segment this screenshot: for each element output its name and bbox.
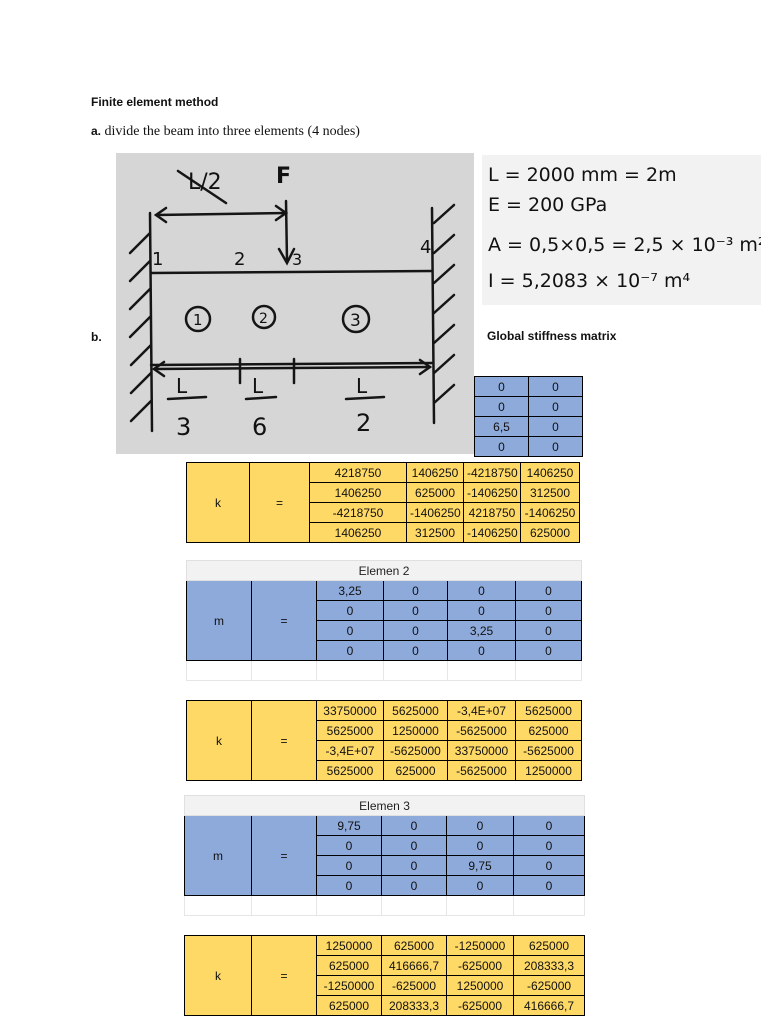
- matrix-cell: 0: [475, 437, 529, 457]
- matrix-cell: 1250000: [384, 721, 448, 741]
- matrix-cell: 625000: [382, 936, 447, 956]
- matrix-cell: 625000: [384, 761, 448, 781]
- table-row: [475, 417, 583, 437]
- element1-mass-matrix-partial: [474, 376, 583, 457]
- matrix-cell: 625000: [514, 936, 585, 956]
- matrix-cell: 9,75: [447, 856, 514, 876]
- element3-matrices: [184, 795, 585, 1016]
- sketch-element-1: 1: [193, 311, 203, 329]
- matrix-cell: 0: [514, 836, 585, 856]
- matrix-cell: 9,75: [317, 816, 382, 836]
- matrix-label-m: m: [185, 816, 252, 896]
- sketch-force-label: F: [276, 164, 292, 189]
- matrix-cell: 3,25: [448, 621, 516, 641]
- step-a-label: a.: [91, 124, 102, 138]
- matrix-cell: 1406250: [310, 483, 407, 503]
- element2-matrices: [186, 560, 582, 781]
- sketch-third-den: 3: [176, 413, 192, 441]
- parameter-notes: [482, 155, 761, 305]
- matrix-cell: 416666,7: [382, 956, 447, 976]
- matrix-cell: 625000: [521, 523, 580, 543]
- matrix-cell: -1406250: [464, 523, 521, 543]
- matrix-label-k: k: [187, 701, 252, 781]
- beam-sketch: [116, 153, 474, 454]
- sketch-half-num2: L: [356, 374, 368, 398]
- matrix-cell: -1406250: [407, 503, 464, 523]
- table-row: [475, 377, 583, 397]
- matrix-cell: 0: [317, 836, 382, 856]
- matrix-cell: 5625000: [384, 701, 448, 721]
- equals-sign: =: [252, 701, 317, 781]
- matrix-cell: 0: [317, 856, 382, 876]
- matrix-cell: 0: [384, 621, 448, 641]
- matrix-cell: 0: [529, 397, 583, 417]
- equals-sign: =: [250, 463, 310, 543]
- matrix-cell: 0: [514, 856, 585, 876]
- matrix-cell: 3,25: [317, 581, 384, 601]
- matrix-cell: -4218750: [310, 503, 407, 523]
- matrix-cell: 0: [447, 876, 514, 896]
- matrix-cell: 0: [317, 621, 384, 641]
- matrix-cell: 208333,3: [382, 996, 447, 1016]
- matrix-cell: 0: [382, 856, 447, 876]
- matrix-cell: -1406250: [521, 503, 580, 523]
- matrix-cell: -625000: [514, 976, 585, 996]
- matrix-label-k: k: [185, 936, 252, 1016]
- table-row: [475, 437, 583, 457]
- matrix-cell: 0: [384, 601, 448, 621]
- matrix-cell: 416666,7: [514, 996, 585, 1016]
- sketch-node-1: 1: [152, 249, 164, 270]
- matrix-cell: 0: [447, 816, 514, 836]
- matrix-cell: 0: [514, 816, 585, 836]
- element3-title: Elemen 3: [185, 796, 585, 816]
- matrix-cell: 33750000: [448, 741, 516, 761]
- matrix-cell: 0: [382, 836, 447, 856]
- matrix-cell: 1406250: [407, 463, 464, 483]
- global-stiffness-label: Global stiffness matrix: [487, 329, 617, 343]
- equals-sign: =: [252, 581, 317, 661]
- matrix-cell: -1406250: [464, 483, 521, 503]
- table-row: [187, 561, 582, 581]
- matrix-cell: 625000: [407, 483, 464, 503]
- document-heading: Finite element method: [91, 95, 219, 109]
- table-row: [185, 816, 585, 836]
- matrix-cell: -5625000: [448, 761, 516, 781]
- matrix-label-m: m: [187, 581, 252, 661]
- table-row: [187, 701, 582, 721]
- table-row: [475, 397, 583, 417]
- matrix-cell: 0: [382, 876, 447, 896]
- matrix-cell: -5625000: [448, 721, 516, 741]
- matrix-cell: 0: [317, 601, 384, 621]
- matrix-cell: -625000: [447, 996, 514, 1016]
- sketch-half-num: L/2: [188, 170, 222, 195]
- element2-title: Elemen 2: [187, 561, 582, 581]
- matrix-cell: 1406250: [310, 523, 407, 543]
- matrix-cell: 0: [516, 641, 582, 661]
- matrix-cell: 312500: [407, 523, 464, 543]
- sketch-sixth-num: L: [252, 374, 264, 398]
- sketch-third-num: L: [176, 374, 188, 398]
- matrix-cell: -4218750: [464, 463, 521, 483]
- step-b-label: b.: [91, 330, 102, 344]
- matrix-cell: 1406250: [521, 463, 580, 483]
- step-a: [91, 124, 360, 140]
- note-inertia: I = 5,2083 × 10⁻⁷ m⁴: [488, 270, 691, 292]
- matrix-cell: -1250000: [317, 976, 382, 996]
- matrix-cell: 625000: [317, 956, 382, 976]
- matrix-cell: 1250000: [317, 936, 382, 956]
- step-a-text: divide the beam into three elements (4 nodes): [104, 124, 360, 139]
- matrix-cell: 0: [529, 377, 583, 397]
- matrix-cell: 0: [529, 417, 583, 437]
- sketch-node-2: 2: [234, 249, 246, 270]
- matrix-cell: -625000: [382, 976, 447, 996]
- matrix-cell: 625000: [317, 996, 382, 1016]
- matrix-cell: 0: [475, 397, 529, 417]
- matrix-cell: -5625000: [516, 741, 582, 761]
- matrix-cell: 0: [516, 601, 582, 621]
- matrix-cell: 1250000: [447, 976, 514, 996]
- matrix-cell: 0: [448, 641, 516, 661]
- matrix-cell: -5625000: [384, 741, 448, 761]
- sketch-sixth-den: 6: [252, 413, 268, 441]
- sketch-element-2: 2: [259, 311, 268, 327]
- note-modulus: E = 200 GPa: [488, 194, 608, 216]
- matrix-cell: -625000: [447, 956, 514, 976]
- matrix-cell: 4218750: [310, 463, 407, 483]
- table-row: [185, 936, 585, 956]
- matrix-cell: 0: [514, 876, 585, 896]
- equals-sign: =: [252, 936, 317, 1016]
- matrix-cell: 625000: [516, 721, 582, 741]
- matrix-cell: 0: [448, 581, 516, 601]
- matrix-cell: 5625000: [317, 721, 384, 741]
- matrix-cell: 0: [448, 601, 516, 621]
- element1-stiffness-matrix: [186, 462, 580, 543]
- matrix-cell: -3,4E+07: [317, 741, 384, 761]
- matrix-cell: 5625000: [516, 701, 582, 721]
- sketch-node-4: 4: [420, 237, 432, 258]
- equals-sign: =: [252, 816, 317, 896]
- matrix-cell: 0: [516, 621, 582, 641]
- table-row: [185, 796, 585, 816]
- matrix-cell: 0: [447, 836, 514, 856]
- matrix-cell: 0: [529, 437, 583, 457]
- sketch-half-den: 2: [356, 409, 372, 437]
- matrix-cell: 0: [384, 581, 448, 601]
- matrix-cell: 0: [382, 816, 447, 836]
- note-length: L = 2000 mm = 2m: [488, 164, 677, 186]
- note-area: A = 0,5×0,5 = 2,5 × 10⁻³ m²: [488, 234, 761, 256]
- matrix-cell: 0: [317, 876, 382, 896]
- table-row: [187, 463, 580, 483]
- matrix-cell: 208333,3: [514, 956, 585, 976]
- matrix-cell: 0: [317, 641, 384, 661]
- matrix-cell: 0: [384, 641, 448, 661]
- matrix-cell: 6,5: [475, 417, 529, 437]
- sketch-node-3: 3: [292, 250, 303, 269]
- matrix-cell: 33750000: [317, 701, 384, 721]
- matrix-cell: 0: [475, 377, 529, 397]
- matrix-cell: 1250000: [516, 761, 582, 781]
- matrix-label-k: k: [187, 463, 250, 543]
- beam-sketch-photo: [116, 153, 474, 454]
- matrix-cell: 312500: [521, 483, 580, 503]
- matrix-cell: -3,4E+07: [448, 701, 516, 721]
- matrix-cell: -1250000: [447, 936, 514, 956]
- matrix-cell: 0: [516, 581, 582, 601]
- matrix-cell: 4218750: [464, 503, 521, 523]
- matrix-cell: 5625000: [317, 761, 384, 781]
- sketch-element-3: 3: [350, 311, 361, 331]
- table-row: [187, 581, 582, 601]
- parameter-notes-photo: [482, 155, 761, 305]
